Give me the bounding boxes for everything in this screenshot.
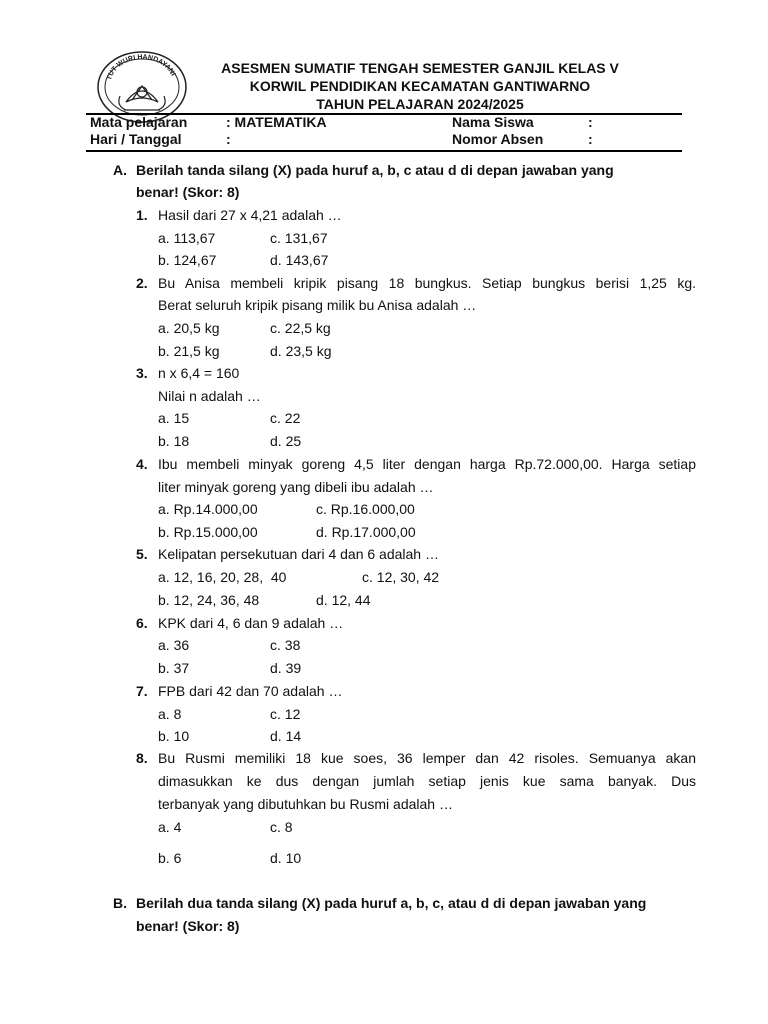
option-a[interactable]: a. Rp.14.000,00 — [158, 501, 258, 517]
question-text-cont: Berat seluruh kripik pisang milik bu Anisa adalah … — [158, 297, 477, 313]
subject-value: : MATEMATIKA — [226, 114, 327, 130]
question-text: n x 6,4 = 160 — [158, 365, 240, 381]
subject-label: Mata pelajaran — [90, 114, 188, 130]
section-a-letter: A. — [113, 162, 127, 178]
header-divider-bottom — [86, 150, 682, 152]
option-c[interactable]: c. 22 — [270, 410, 301, 426]
option-a[interactable]: a. 36 — [158, 637, 190, 653]
option-c[interactable]: c. 131,67 — [270, 230, 328, 246]
section-a-instruction: Berilah tanda silang (X) pada huruf a, b, c atau d di depan jawaban yang — [136, 162, 614, 178]
question-text: Bu Anisa membeli kripik pisang 18 bungkus. Setiap bungkus berisi 1,25 kg. — [158, 275, 696, 291]
absen-value: : — [588, 131, 593, 147]
section-b-instruction-cont: benar! (Skor: 8) — [136, 918, 240, 934]
option-c[interactable]: c. 8 — [270, 819, 293, 835]
question-number: 1. — [136, 207, 148, 223]
question-text: Ibu membeli minyak goreng 4,5 liter dengan harga Rp.72.000,00. Harga setiap — [158, 456, 696, 472]
option-c[interactable]: c. 12, 30, 42 — [362, 569, 440, 585]
option-b[interactable]: b. Rp.15.000,00 — [158, 524, 258, 540]
option-d[interactable]: d. 143,67 — [270, 252, 329, 268]
question-text-cont: liter minyak goreng yang dibeli ibu adalah … — [158, 479, 434, 495]
option-b[interactable]: b. 12, 24, 36, 48 — [158, 592, 260, 608]
question-text: KPK dari 4, 6 dan 9 adalah … — [158, 615, 344, 631]
option-d[interactable]: d. Rp.17.000,00 — [316, 524, 416, 540]
question-number: 6. — [136, 615, 148, 631]
question-number: 8. — [136, 750, 148, 766]
question-text: FPB dari 42 dan 70 adalah … — [158, 683, 343, 699]
day-value: : — [226, 131, 231, 147]
option-d[interactable]: d. 10 — [270, 850, 302, 866]
header-title: ASESMEN SUMATIF TENGAH SEMESTER GANJIL KELAS V — [221, 60, 619, 76]
option-d[interactable]: d. 39 — [270, 660, 302, 676]
option-a[interactable]: a. 113,67 — [158, 230, 216, 246]
header-year: TAHUN PELAJARAN 2024/2025 — [316, 96, 524, 112]
option-b[interactable]: b. 37 — [158, 660, 190, 676]
question-number: 4. — [136, 456, 148, 472]
option-a[interactable]: a. 4 — [158, 819, 182, 835]
option-b[interactable]: b. 21,5 kg — [158, 343, 220, 359]
question-text-cont: dimasukkan ke dus dengan jumlah setiap jenis kue sama banyak. Dus — [158, 773, 696, 789]
option-a[interactable]: a. 15 — [158, 410, 190, 426]
name-value: : — [588, 114, 593, 130]
option-c[interactable]: c. 38 — [270, 637, 301, 653]
svg-text:TUT WURI HANDAYANI: TUT WURI HANDAYANI — [105, 53, 177, 82]
section-b-letter: B. — [113, 895, 127, 911]
name-label: Nama Siswa — [452, 114, 534, 130]
option-c[interactable]: c. Rp.16.000,00 — [316, 501, 415, 517]
option-d[interactable]: d. 12, 44 — [316, 592, 371, 608]
question-text: Hasil dari 27 x 4,21 adalah … — [158, 207, 342, 223]
option-a[interactable]: a. 20,5 kg — [158, 320, 220, 336]
day-label: Hari / Tanggal — [90, 131, 182, 147]
option-b[interactable]: b. 10 — [158, 728, 190, 744]
question-number: 5. — [136, 546, 148, 562]
section-b-instruction: Berilah dua tanda silang (X) pada huruf a, b, c, atau d di depan jawaban yang — [136, 895, 647, 911]
question-text-cont: terbanyak yang dibutuhkan bu Rusmi adalah … — [158, 796, 453, 812]
question-number: 7. — [136, 683, 148, 699]
option-a[interactable]: a. 8 — [158, 706, 182, 722]
question-text: Kelipatan persekutuan dari 4 dan 6 adalah … — [158, 546, 439, 562]
option-d[interactable]: d. 14 — [270, 728, 302, 744]
absen-label: Nomor Absen — [452, 131, 544, 147]
question-number: 3. — [136, 365, 148, 381]
option-d[interactable]: d. 23,5 kg — [270, 343, 332, 359]
option-c[interactable]: c. 22,5 kg — [270, 320, 331, 336]
option-a[interactable]: a. 12, 16, 20, 28, 40 — [158, 569, 287, 585]
option-b[interactable]: b. 124,67 — [158, 252, 217, 268]
section-a-instruction-cont: benar! (Skor: 8) — [136, 184, 240, 200]
question-number: 2. — [136, 275, 148, 291]
header-subtitle: KORWIL PENDIDIKAN KECAMATAN GANTIWARNO — [249, 78, 591, 94]
option-b[interactable]: b. 6 — [158, 850, 182, 866]
question-text-cont: Nilai n adalah … — [158, 388, 261, 404]
option-b[interactable]: b. 18 — [158, 433, 190, 449]
option-d[interactable]: d. 25 — [270, 433, 302, 449]
question-text: Bu Rusmi memiliki 18 kue soes, 36 lemper dan 42 risoles. Semuanya akan — [158, 750, 696, 766]
option-c[interactable]: c. 12 — [270, 706, 301, 722]
